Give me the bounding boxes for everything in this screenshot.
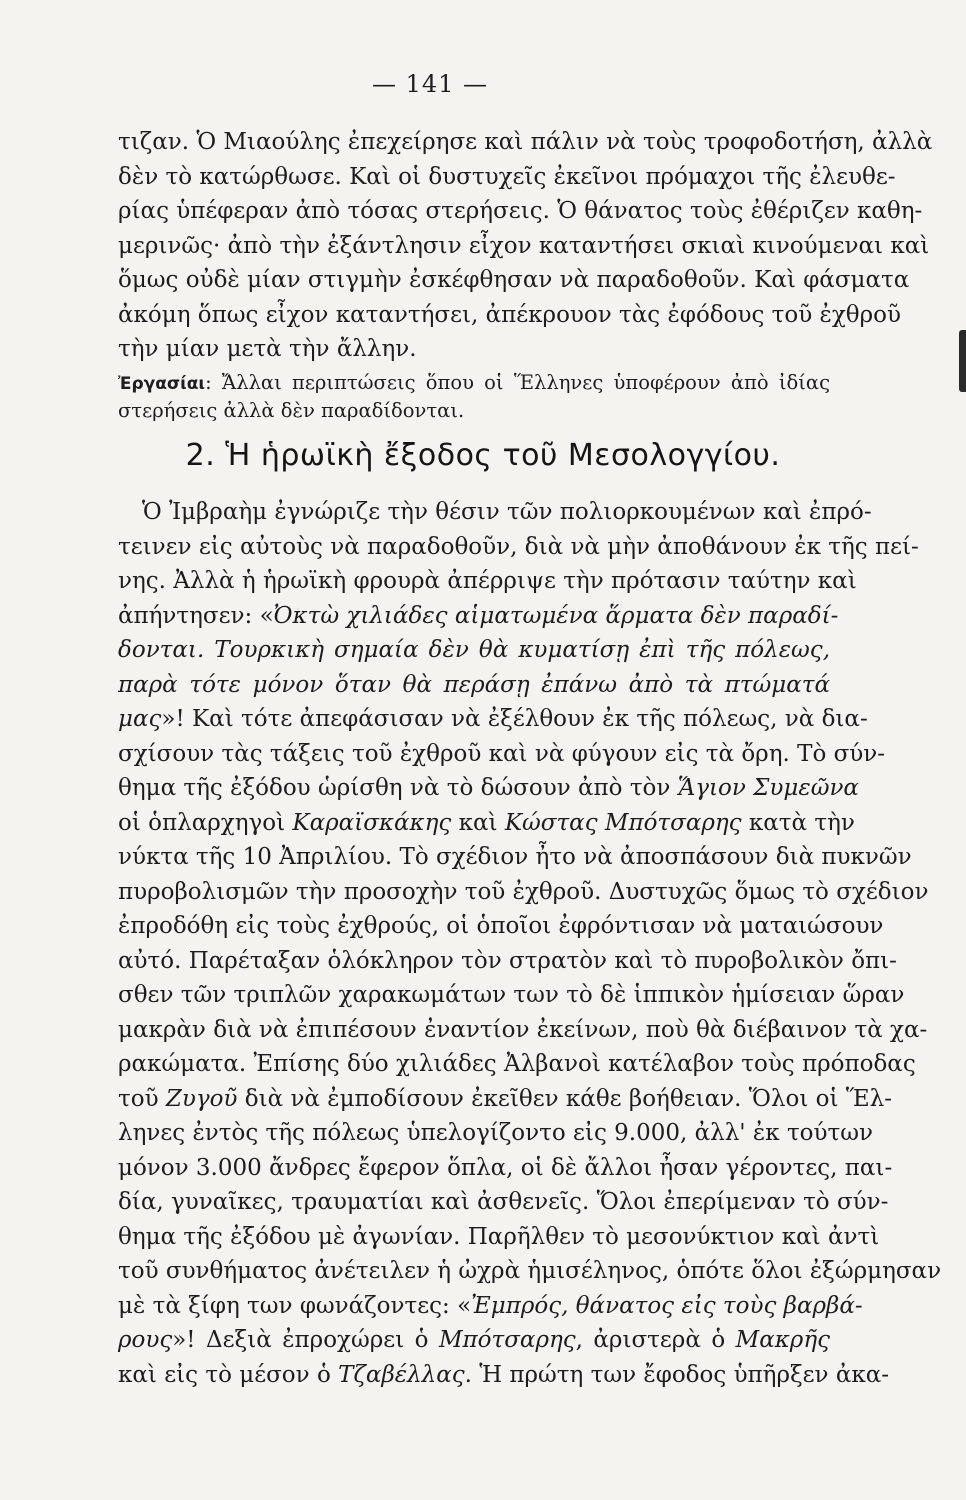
- page-number: — 141 —: [371, 70, 489, 98]
- text-line: [118, 1082, 892, 1117]
- text-run: »! Δεξιὰ ἐπροχώρει ὁ: [172, 1327, 439, 1353]
- text-line: μακρὰν διὰ νὰ ἐπιπέσουν ἐναντίον ἐκείνων, ποὺ θὰ διέβαινον τὰ χα-: [118, 1016, 928, 1043]
- text-line: [118, 806, 855, 841]
- text-line: [118, 599, 839, 634]
- text-run: μὲ τὰ ξίφη των φωνάζοντες: «: [118, 1292, 472, 1319]
- text-line: σθεν τῶν τριπλῶν χαρακωμάτων των τὸ δὲ ἱππικὸν ἡμίσειαν ὥραν: [118, 982, 905, 1008]
- text-line: μερινῶς· ἀπὸ τὴν ἐξάντλησιν εἶχον καταντήσει σκιαὶ κινούμεναι καὶ: [118, 232, 930, 259]
- quote-line: δονται. Τουρκικὴ σημαία δὲν θὰ κυματίσῃ ἐπὶ τῆς πόλεως,: [118, 637, 830, 663]
- text-line: [118, 1323, 830, 1358]
- text-run: καὶ: [451, 809, 505, 836]
- text-line: [118, 1358, 890, 1393]
- exercise-note: [118, 369, 830, 425]
- text-line: δὲν τὸ κατώρθωσε. Καὶ οἱ δυστυχεῖς ἐκεῖνοι πρόμαχοι τῆς ἐλευθε-: [118, 163, 896, 190]
- place-name: Ἅγιον Συμεῶνα: [677, 775, 859, 801]
- quote-run: Ὀκτὼ χιλιάδες αἱματωμένα ἅρματα δὲν παραδί-: [273, 602, 839, 629]
- text-line: τεινεν εἰς αὐτοὺς νὰ παραδοθοῦν, διὰ νὰ μὴν ἀποθάνουν ἐκ τῆς πεί-: [118, 533, 919, 560]
- exercise-label: Ἐργασίαι: [118, 374, 206, 394]
- person-name: Καραϊσκάκης: [292, 809, 452, 836]
- text-run: διὰ νὰ ἐμποδίσουν ἐκεῖθεν κάθε βοήθειαν. Ὅλοι οἱ Ἕλ-: [237, 1085, 892, 1112]
- text-line: ληνες ἐντὸς τῆς πόλεως ὑπελογίζοντο εἰς 9.000, ἀλλ' ἐκ τούτων: [118, 1120, 873, 1146]
- person-name: Μακρῆς: [735, 1327, 830, 1353]
- quote-run: ρους: [118, 1327, 173, 1353]
- text-line: [118, 771, 859, 806]
- text-line: ἀκόμη ὅπως εἶχον καταντήσει, ἀπέκρουον τὰς ἐφόδους τοῦ ἐχθροῦ: [118, 301, 901, 328]
- text-run: ἀπήντησεν: «: [118, 602, 274, 629]
- text-run: καὶ εἰς τὸ μέσον ὁ: [118, 1361, 339, 1388]
- quote-line: παρὰ τότε μόνον ὅταν θὰ περάσῃ ἐπάνω ἀπὸ τὰ πτώματά: [118, 671, 830, 698]
- text-line: τὴν μίαν μετὰ τὴν ἄλλην.: [118, 336, 417, 362]
- text-run: , ἀριστερὰ ὁ: [575, 1327, 736, 1353]
- text-run: κατὰ τὴν: [741, 809, 855, 836]
- section-heading: 2. Ἡ ἡρωϊκὴ ἔξοδος τοῦ Μεσολογγίου.: [185, 438, 781, 473]
- page-edge-mark: [959, 330, 966, 392]
- text-run: τοῦ: [118, 1085, 166, 1112]
- text-line: πυροβολισμῶν τὴν προσοχὴν τοῦ ἐχθροῦ. Δυστυχῶς ὅμως τὸ σχέδιον: [118, 878, 929, 905]
- text-run: οἱ ὁπλαρχηγοὶ: [118, 809, 293, 836]
- quote-run: μας: [118, 706, 162, 732]
- text-line: αὐτό. Παρέταξαν ὁλόκληρον τὸν στρατὸν καὶ τὸ πυροβολικὸν ὄπι-: [118, 947, 897, 974]
- exercise-text: : Ἄλλαι περιπτώσεις ὅπου οἱ Ἕλληνες ὑποφέρουν ἀπὸ ἰδίας: [205, 371, 830, 394]
- paragraph-continued: [118, 125, 933, 367]
- text-line: θημα τῆς ἐξόδου μὲ ἀγωνίαν. Παρῆλθεν τὸ μεσονύκτιον καὶ ἀντὶ: [118, 1223, 880, 1250]
- text-line: ὅμως οὐδὲ μίαν στιγμὴν ἐσκέφθησαν νὰ παραδοθοῦν. Καὶ φάσματα: [118, 267, 910, 293]
- text-line: τοῦ συνθήματος ἀνέτειλεν ἡ ὠχρὰ ἡμισέληνος, ὁπότε ὅλοι ἐξώρμησαν: [118, 1258, 942, 1284]
- text-line: [118, 702, 868, 737]
- text-line: νης. Ἀλλὰ ἡ ἡρωϊκὴ φρουρὰ ἀπέρριψε τὴν πρότασιν ταύτην καὶ: [118, 568, 857, 594]
- person-name: Μπότσαρης: [438, 1327, 576, 1353]
- text-run: . Ἡ πρώτη των ἔφοδος ὑπῆρξεν ἀκα-: [464, 1361, 890, 1388]
- person-name: Τζαβέλλας: [338, 1361, 465, 1388]
- paragraph-main: [118, 495, 942, 1392]
- text-line: μόνον 3.000 ἄνδρες ἔφερον ὅπλα, οἱ δὲ ἄλλοι ἦσαν γέροντες, παι-: [118, 1154, 893, 1181]
- place-name: Ζυγοῦ: [165, 1085, 238, 1112]
- text-line: σχίσουν τὰς τάξεις τοῦ ἐχθροῦ καὶ νὰ φύγουν εἰς τὰ ὄρη. Τὸ σύν-: [118, 740, 886, 767]
- text-run: »! Καὶ τότε ἀπεφάσισαν νὰ ἐξέλθουν ἐκ τῆς πόλεως, νὰ δια-: [161, 706, 868, 732]
- person-name: Κώστας Μπότσαρης: [504, 809, 742, 836]
- text-line: ρακώματα. Ἐπίσης δύο χιλιάδες Ἀλβανοὶ κατέλαβον τοὺς πρόποδας: [118, 1051, 916, 1077]
- text-line: ρίας ὑπέφεραν ἀπὸ τόσας στερήσεις. Ὁ θάνατος τοὺς ἐθέριζεν καθη-: [118, 198, 923, 224]
- exercise-line: [118, 369, 830, 397]
- quote-run: Ἐμπρός, θάνατος εἰς τοὺς βαρβά-: [471, 1292, 863, 1319]
- exercise-line: στερήσεις ἀλλὰ δὲν παραδίδονται.: [118, 399, 465, 422]
- text-line: δία, γυναῖκες, τραυματίαι καὶ ἀσθενεῖς. Ὅλοι ἐπερίμεναν τὸ σύν-: [118, 1189, 889, 1215]
- text-line: ἐπροδόθη εἰς τοὺς ἐχθρούς, οἱ ὁποῖοι ἐφρόντισαν νὰ ματαιώσουν: [118, 913, 884, 939]
- text-line: Ὁ Ἰμβραὴμ ἐγνώριζε τὴν θέσιν τῶν πολιορκουμένων καὶ ἐπρό-: [142, 499, 872, 525]
- text-line: νύκτα τῆς 10 Ἀπριλίου. Τὸ σχέδιον ἦτο νὰ ἀποσπάσουν διὰ πυκνῶν: [118, 844, 912, 870]
- text-line: τιζαν. Ὁ Μιαούλης ἐπεχείρησε καὶ πάλιν νὰ τοὺς τροφοδοτήση, ἀλλὰ: [118, 129, 933, 155]
- text-run: θημα τῆς ἐξόδου ὡρίσθη νὰ τὸ δώσουν ἀπὸ τὸν: [118, 775, 678, 801]
- text-line: [118, 1289, 863, 1324]
